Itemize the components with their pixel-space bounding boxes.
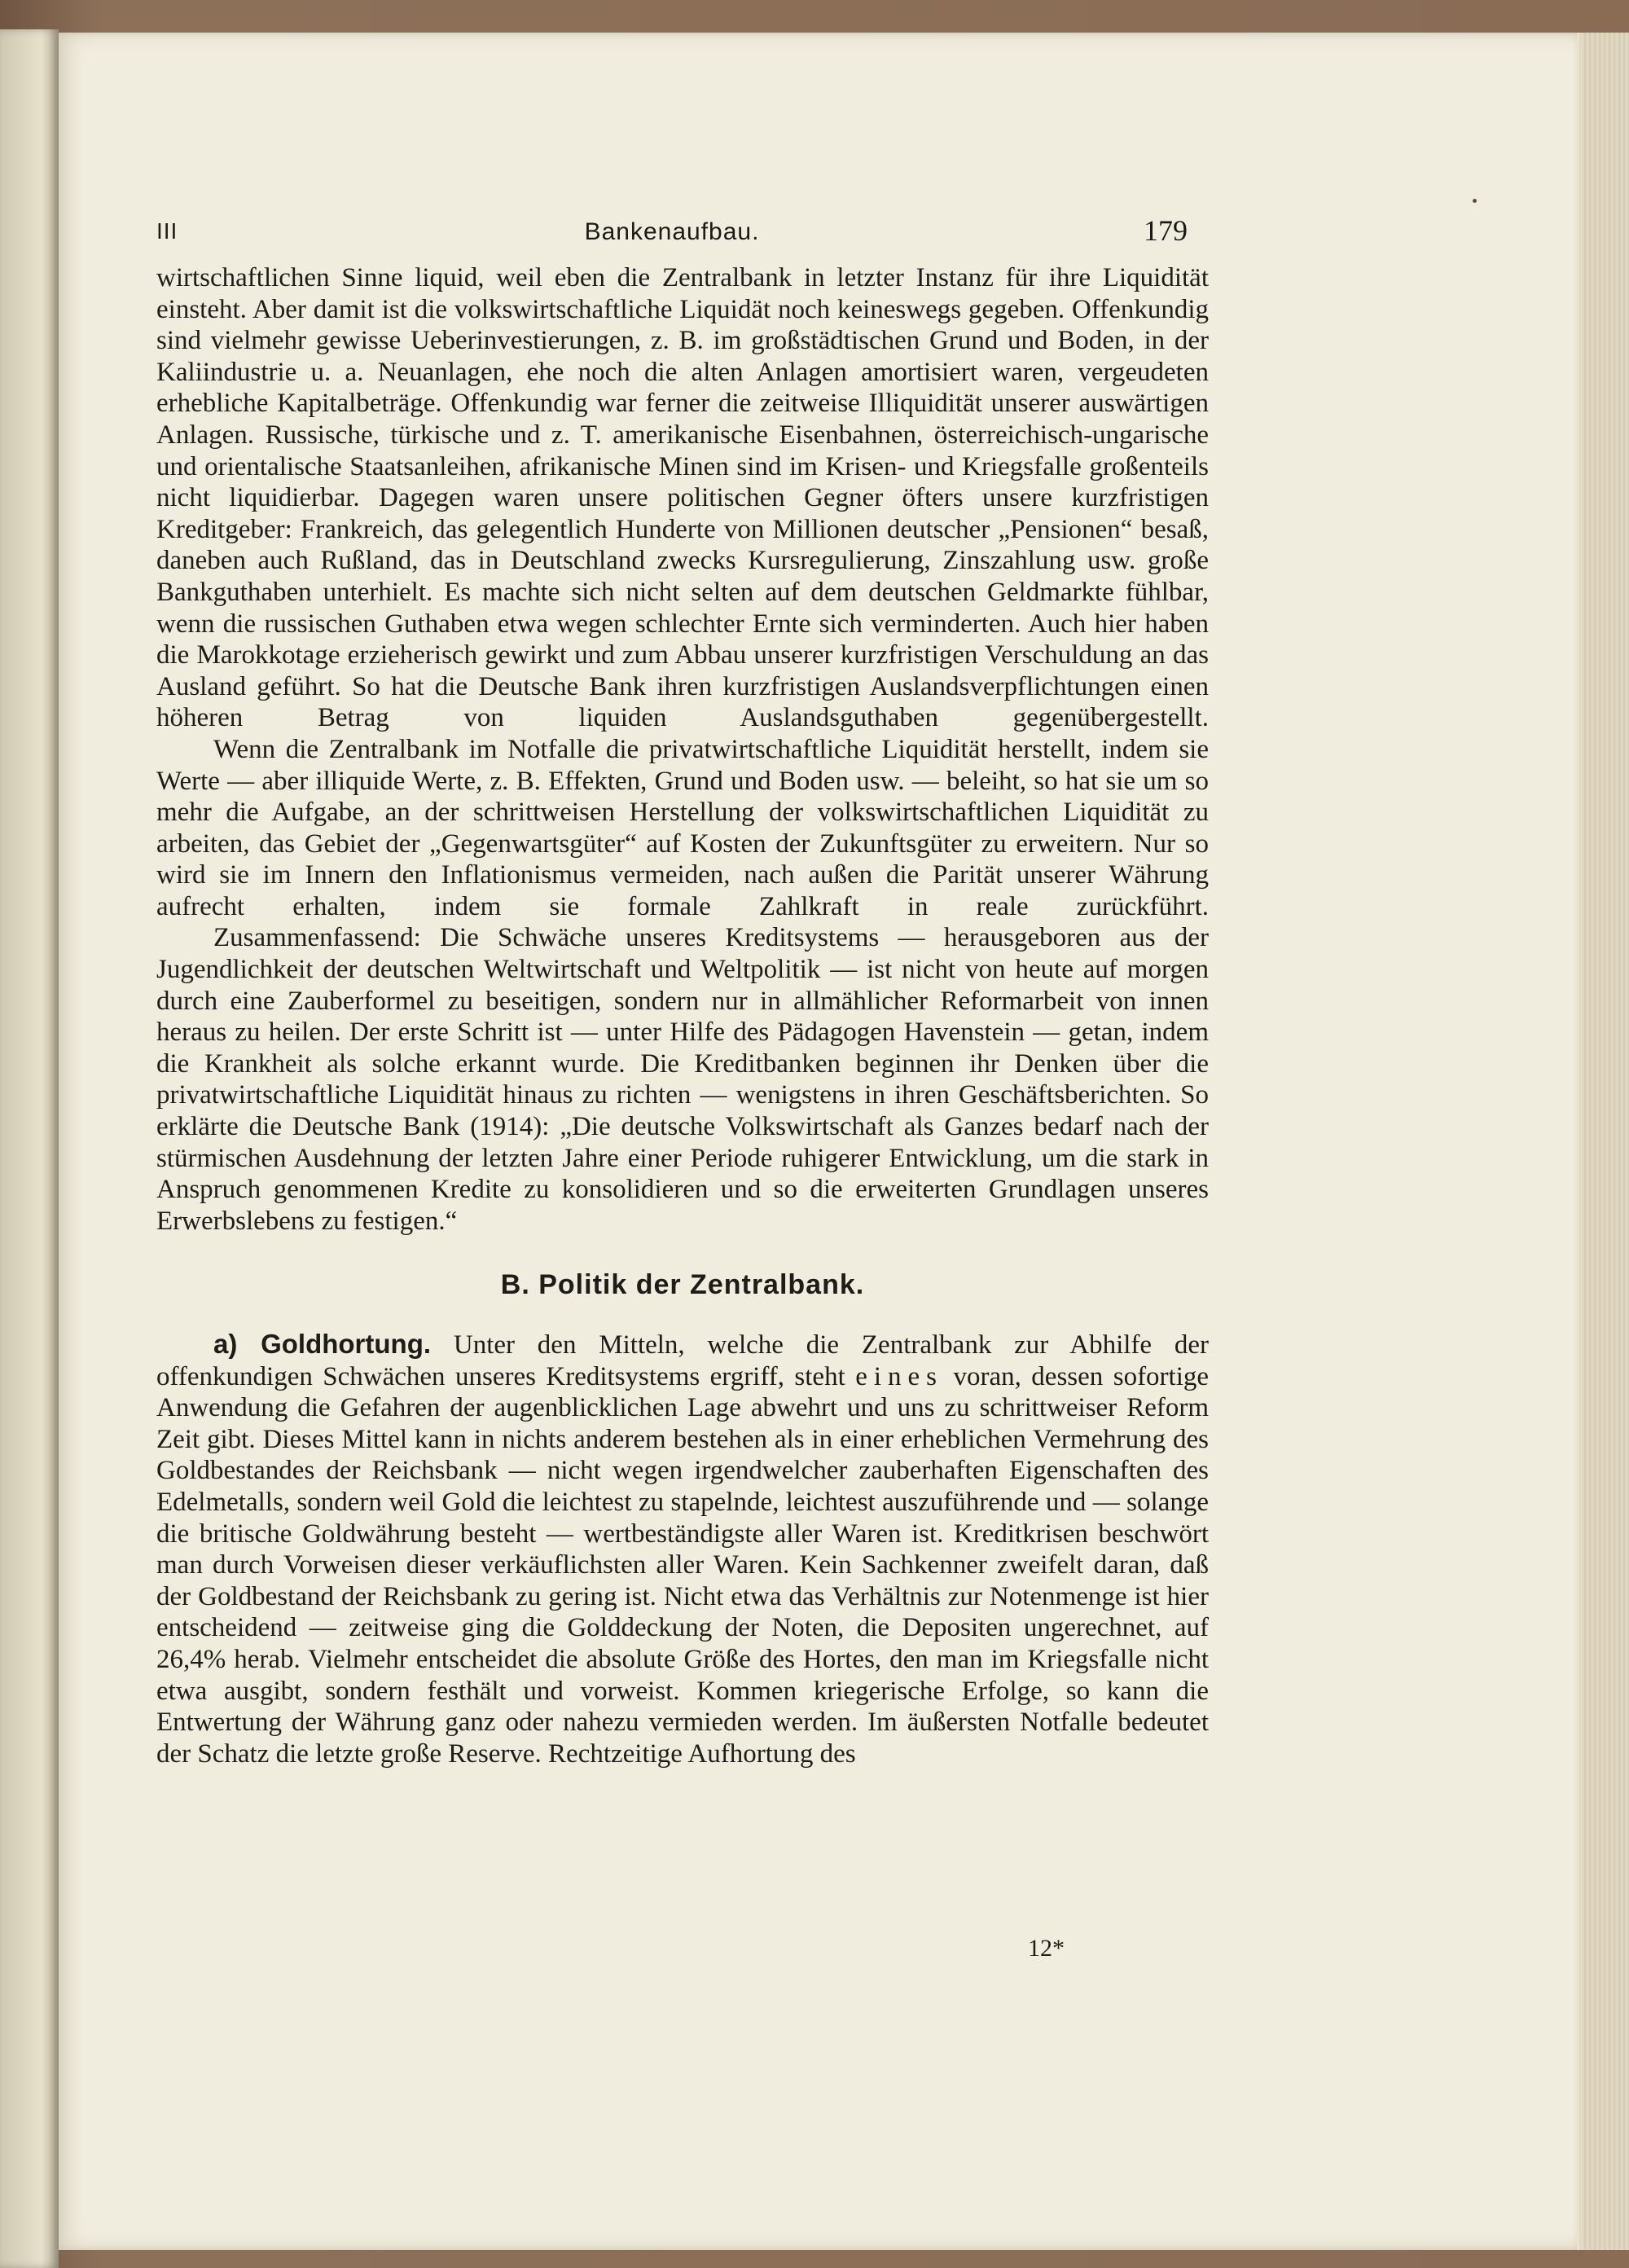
paragraph-4-start: Unter den Mitteln, welche die Zentralbank zur Abhilfe der offenkundigen Schwächen unseres Kreditsystems ergriff, steht	[156, 1330, 1210, 1391]
chapter-number: III	[156, 218, 178, 244]
paragraph-4-rest: voran, dessen sofortige Anwendung die Gefahren der augenblicklichen Lage abwehrt und uns zu schrittweiser Reform Zeit gibt. Dieses Mittel kann in nichts anderem bestehen als in einer erheblichen Vermehrung des Goldbestandes der Reichsbank — nicht wegen irgendwelcher zauberhaften Eigenschaften des Edelmetalls, sondern weil Gold die leichtest zu stapelnde, leichtest auszuführende und — solange die britische Goldwährung besteht — wertbeständigste aller Waren ist. Kreditkrisen beschwört man durch Vorweisen dieser verkäuflichsten aller Waren. Kein Sachkenner zweifelt daran, daß der Goldbestand der Reichsbank zu gering ist. Nicht etwa das Verhältnis zur Notenmenge ist hier entscheidend — zeitweise ging die Golddeckung der Noten, die Depositen ungerechnet, auf 26,4% herab. Vielmehr entscheidet die absolute Größe des Hortes, den man im Kriegsfalle nicht etwa ausgibt, sondern festhält und vorweist. Kommen kriegerische Erfolge, so kann die Entwertung der Währung ganz oder nahezu vermieden werden. Im äußersten Notfalle bedeutet der Schatz die letzte große Reserve. Rechtzeitige Aufhortung des	[156, 1361, 1210, 1769]
paragraph-3: Zusammenfassend: Die Schwäche unseres Kreditsystems — herausgeboren aus der Jugendlichkeit der deutschen Weltwirtschaft und Weltpolitik — ist nicht von heute auf morgen durch eine Zauberformel zu beseitigen, sondern nur in allmählicher Reformarbeit von innen heraus zu heilen. Der erste Schritt ist — unter Hilfe des Pädagogen Havenstein — getan, indem die Krankheit als solche erkannt wurde. Die Kreditbanken beginnen ihr Denken über die privatwirtschaftliche Liquidität hinaus zu richten — wenigstens in ihren Geschäftsberichten. So erklärte die Deutsche Bank (1914): „Die deutsche Volkswirtschaft als Ganzes bedarf nach der stürmischen Ausdehnung der letzten Jahre einer Periode ruhigerer Entwicklung, um die stark in Anspruch genommenen Kredite zu konsolidieren und so die erweiterten Grundlagen unseres Erwerbslebens zu festigen.“	[156, 923, 1209, 1236]
sheet-signature: 12*	[1028, 1935, 1065, 1962]
paragraph-1: wirtschaftlichen Sinne liquid, weil eben die Zentralbank in letzter Instanz für ihre Liquidität einsteht. Aber damit ist die volkswirtschaftliche Liquidät noch keineswegs gegeben. Offenkundig sind vielmehr gewisse Ueberinvestierungen, z. B. im großstädtischen Grund und Boden, in der Kaliindustrie u. a. Neuanlagen, ehe noch die alten Anlagen amortisiert waren, vergeudeten erhebliche Kapitalbeträge. Offenkundig war ferner die zeitweise Illiquidität unserer auswärtigen Anlagen. Russische, türkische und z. T. amerikanische Eisenbahnen, österreichisch-ungarische und orientalische Staatsanleihen, afrikanische Minen sind im Krisen- und Kriegsfalle großenteils nicht liquidierbar. Dagegen waren unsere politischen Gegner öfters unsere kurzfristigen Kreditgeber: Frankreich, das gelegentlich Hunderte von Millionen deutscher „Pensionen“ besaß, daneben auch Rußland, das in Deutschland zwecks Kursregulierung, Zinszahlung usw. große Bankguthaben unterhielt. Es machte sich nicht selten auf dem deutschen Geldmarkte fühlbar, wenn die russischen Guthaben etwa wegen schlechter Ernte sich verminderten. Auch hier haben die Marokkotage erzieherisch gewirkt und zum Abbau unserer kurzfristigen Verschuldung an das Ausland geführt. So hat die Deutsche Bank ihren kurzfristigen Auslandsverpflichtungen einen höheren Betrag von liquiden Auslandsguthaben gegenübergestellt.	[156, 263, 1209, 733]
page-stack-edge	[1577, 33, 1629, 2250]
paragraph-4	[156, 1329, 1209, 1769]
section-heading: B. Politik der Zentralbank.	[500, 1269, 865, 1301]
subsection-label: a) Goldhortung.	[213, 1329, 432, 1359]
body-text	[156, 262, 1209, 1769]
page-number: 179	[1144, 214, 1188, 247]
previous-page-edge	[0, 29, 59, 2268]
paragraph-2: Wenn die Zentralbank im Notfalle die privatwirtschaftliche Liquidität herstellt, indem sie Werte — aber illiquide Werte, z. B. Effekten, Grund und Boden usw. — beleiht, so hat sie um so mehr die Aufgabe, an der schrittweisen Herstellung der volkswirtschaftlichen Liquidität zu arbeiten, das Gebiet der „Gegenwartsgüter“ auf Kosten der Zukunftsgüter zu erweitern. Nur so wird sie im Innern den Inflationismus vermeiden, nach außen die Parität unserer Währung aufrecht erhalten, indem sie formale Zahlkraft in reale zurückführt.	[156, 734, 1209, 921]
emphasized-word: eines	[855, 1361, 944, 1391]
paper-speck	[1473, 199, 1477, 203]
running-title: Bankenaufbau.	[584, 218, 760, 245]
running-head	[156, 213, 1188, 254]
